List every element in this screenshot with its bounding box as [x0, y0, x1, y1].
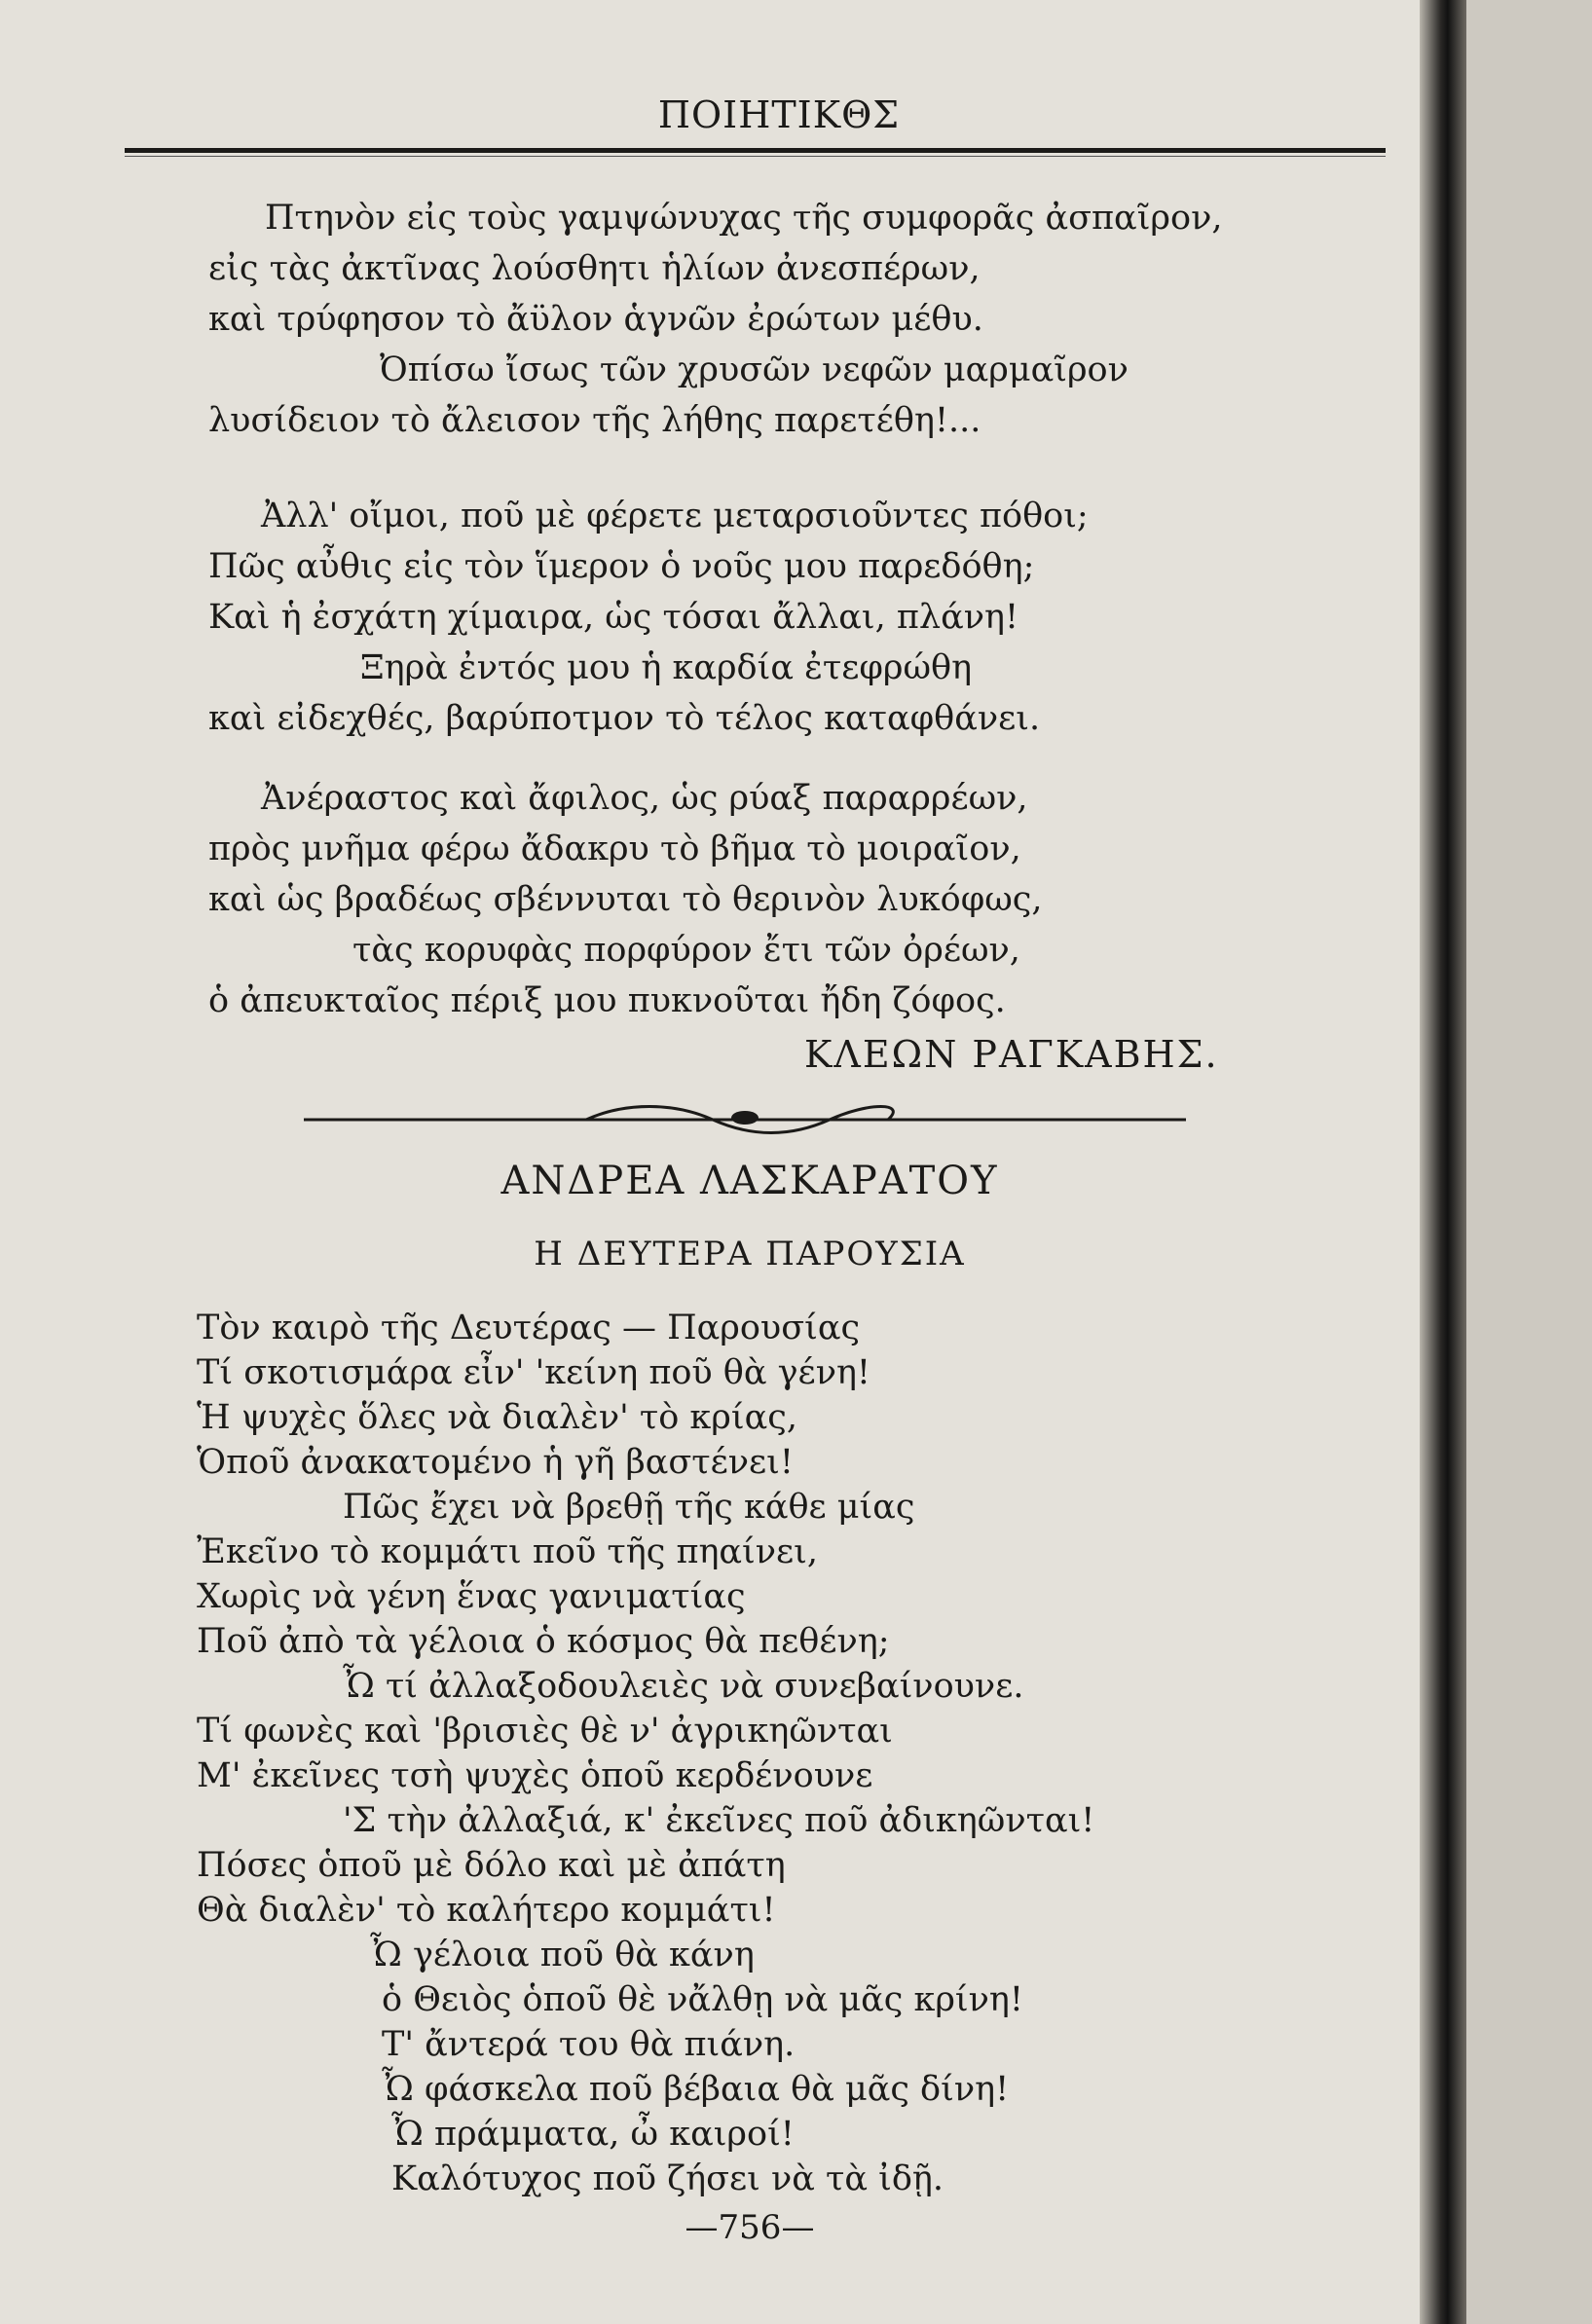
poem-1-line: καὶ ὡς βραδέως σβέννυται τὸ θερινὸν λυκόφως, — [208, 880, 1043, 919]
header-rule-thin — [125, 156, 1386, 157]
poem-1-line: Ἀλλ' οἴμοι, ποῦ μὲ φέρετε μεταρσιοῦντες πόθοι; — [261, 497, 1089, 535]
poem-2-author: ΑΝΔΡΕΑ ΛΑΣΚΑΡΑΤΟΥ — [500, 1159, 999, 1203]
poem-2-line: Ποῦ ἀπὸ τὰ γέλοια ὁ κόσμος θὰ πεθένη; — [197, 1622, 890, 1661]
poem-1-line: πρὸς μνῆμα φέρω ἄδακρυ τὸ βῆμα τὸ μοιραῖον, — [208, 830, 1021, 868]
poem-1-signature: ΚΛΕΩΝ ΡΑΓΚΑΒΗΣ. — [804, 1033, 1219, 1076]
poem-1-line: Πῶς αὖθις εἰς τὸν ἵμερον ὁ νοῦς μου παρεδόθη; — [208, 547, 1035, 586]
poem-2-line: Τ' ἄντερά του θὰ πιάνη. — [382, 2025, 796, 2064]
poem-1-line: Πτηνὸν εἰς τοὺς γαμψώνυχας τῆς συμφορᾶς ἀσπαῖρον, — [265, 199, 1223, 238]
poem-1-line: Ὀπίσω ἴσως τῶν χρυσῶν νεφῶν μαρμαῖρον — [380, 350, 1129, 389]
poem-2-line: Πόσες ὁποῦ μὲ δόλο καὶ μὲ ἀπάτη — [197, 1846, 786, 1885]
poem-2-line: Τί φωνὲς καὶ 'βρισιὲς θὲ ν' ἀγρικηῶνται — [197, 1712, 893, 1751]
poem-2-line: Καλότυχος ποῦ ζήσει νὰ τὰ ἰδῇ. — [391, 2159, 944, 2198]
poem-1-line: τὰς κορυφὰς πορφύρον ἔτι τῶν ὀρέων, — [352, 931, 1020, 970]
page-number: —756— — [685, 2208, 815, 2247]
poem-2-line: ὁ Θειὸς ὁποῦ θὲ νἄλθῃ νὰ μᾶς κρίνη! — [382, 1980, 1023, 2019]
poem-1-line: Ἀνέραστος καὶ ἄφιλος, ὡς ρύαξ παραρρέων, — [261, 779, 1028, 818]
poem-2-line: 'Σ τὴν ἀλλαξιά, κ' ἐκεῖνες ποῦ ἀδικηῶνται! — [343, 1801, 1095, 1840]
poem-2-line: Μ' ἐκεῖνες τσὴ ψυχὲς ὁποῦ κερδένουνε — [197, 1756, 873, 1795]
poem-2-line: Ἡ ψυχὲς ὅλες νὰ διαλὲν' τὸ κρίας, — [197, 1398, 797, 1437]
poem-2-line: Τὸν καιρὸ τῆς Δευτέρας — Παρουσίας — [197, 1309, 861, 1347]
poem-1-line: Καὶ ἡ ἐσχάτη χίμαιρα, ὡς τόσαι ἄλλαι, πλάνη! — [208, 598, 1019, 637]
poem-2-line: Ὦ πράμματα, ὦ καιροί! — [391, 2115, 795, 2154]
poem-1-line: Ξηρὰ ἐντός μου ἡ καρδία ἐτεφρώθη — [360, 648, 973, 687]
header-rule — [125, 148, 1386, 153]
poem-2-line: Ὦ τί ἀλλαξοδουλειὲς νὰ συνεβαίνουνε. — [343, 1667, 1024, 1706]
poem-1-line: καὶ εἰδεχθές, βαρύποτμον τὸ τέλος καταφθάνει. — [208, 699, 1041, 738]
poem-2-line: Ὁποῦ ἀνακατομένο ἡ γῆ βαστένει! — [197, 1443, 794, 1482]
poem-2-line: Τί σκοτισμάρα εἶν' 'κείνη ποῦ θὰ γένη! — [197, 1353, 871, 1392]
poem-2-line: Ὦ φάσκελα ποῦ βέβαια θὰ μᾶς δίνη! — [382, 2070, 1010, 2109]
poem-1-line: εἰς τὰς ἀκτῖνας λούσθητι ἡλίων ἀνεσπέρων, — [208, 249, 981, 288]
poem-2-line: Πῶς ἔχει νὰ βρεθῇ τῆς κάθε μίας — [343, 1488, 915, 1527]
poem-2-line: Χωρὶς νὰ γένη ἕνας γανιματίας — [197, 1577, 746, 1616]
poem-1-line: ὁ ἀπευκταῖος πέριξ μου πυκνοῦται ἤδη ζόφος. — [208, 981, 1006, 1020]
poem-1-line: λυσίδειον τὸ ἄλεισον τῆς λήθης παρετέθη!... — [208, 401, 981, 440]
ornamental-divider — [304, 1098, 1186, 1137]
poem-2-line: Ἐκεῖνο τὸ κομμάτι ποῦ τῆς πηαίνει, — [197, 1532, 819, 1571]
running-header: ΠΟΙΗΤΙΚΘΣ — [657, 93, 901, 136]
poem-2-title: Η ΔΕΥΤΕΡΑ ΠΑΡΟΥΣΙΑ — [534, 1235, 966, 1273]
adjacent-page-edge — [1466, 0, 1592, 2324]
poem-2-line: Ὦ γέλοια ποῦ θὰ κάνη — [370, 1936, 755, 1974]
book-spine-shadow — [1420, 0, 1466, 2324]
poem-2-line: Θὰ διαλὲν' τὸ καλήτερο κομμάτι! — [197, 1891, 776, 1930]
poem-1-line: καὶ τρύφησον τὸ ἄϋλον ἁγνῶν ἐρώτων μέθυ. — [208, 300, 983, 339]
